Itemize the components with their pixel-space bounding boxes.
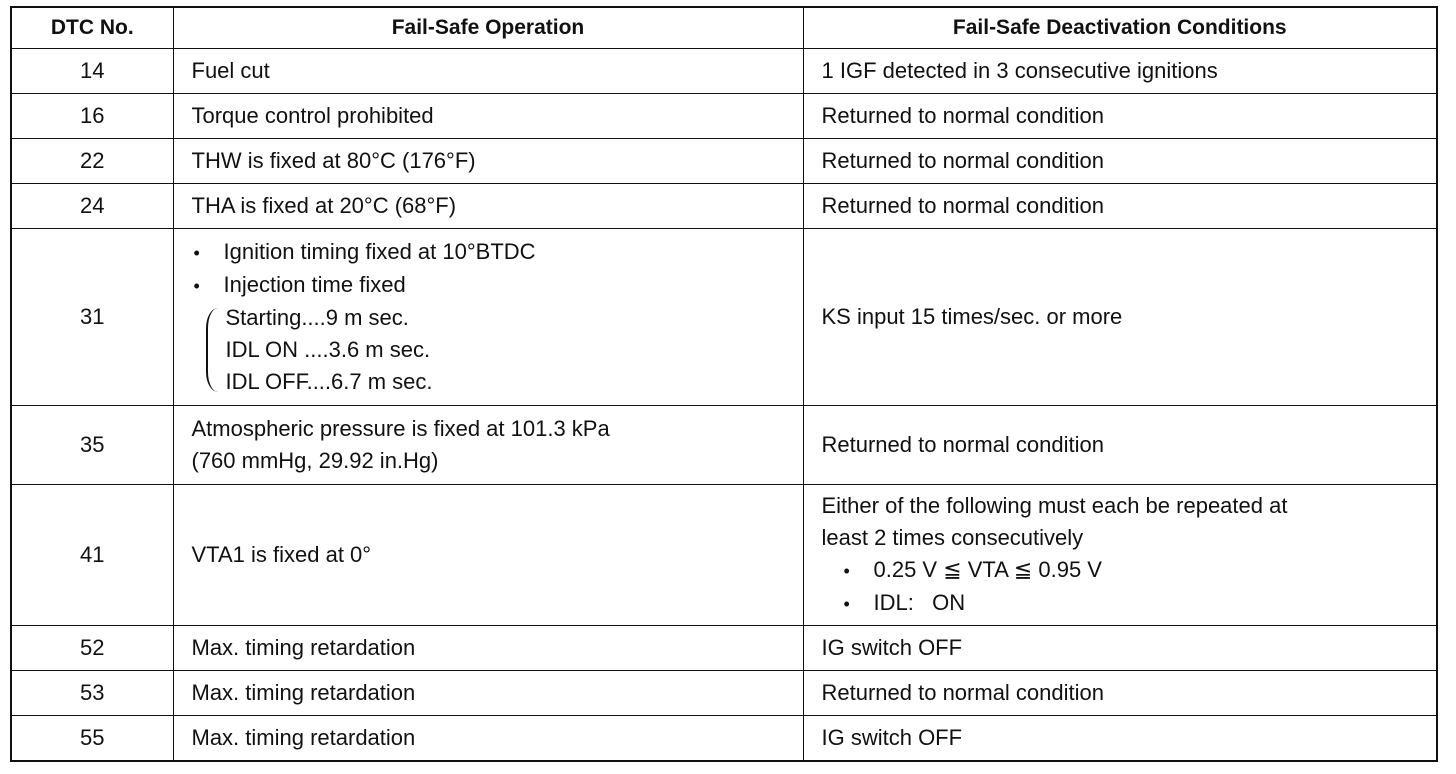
bracket-icon (206, 308, 218, 392)
dtc-cell: 24 (11, 184, 173, 229)
operation-cell: Torque control prohibited (173, 94, 803, 139)
operation-cell: VTA1 is fixed at 0° (173, 485, 803, 626)
operation-bullet-text: Ignition timing fixed at 10°BTDC (223, 239, 536, 264)
operation-line: (760 mmHg, 29.92 in.Hg) (191, 448, 439, 473)
dtc-cell: 35 (11, 406, 173, 485)
operation-cell: Fuel cut (173, 49, 803, 94)
table-row (11, 94, 1437, 139)
injection-time-item: IDL OFF....6.7 m sec. (225, 369, 433, 394)
bullet-icon: • (193, 276, 200, 296)
deactivation-cell: Returned to normal condition (803, 184, 1437, 229)
deactivation-cell: IG switch OFF (803, 626, 1437, 671)
injection-time-bracket-group (206, 302, 785, 398)
deactivation-bullet-text: 0.25 V ≦ VTA ≦ 0.95 V (873, 557, 1102, 582)
deactivation-cell: 1 IGF detected in 3 consecutive ignitions (803, 49, 1437, 94)
operation-cell: THW is fixed at 80°C (176°F) (173, 139, 803, 184)
header-fail-safe-operation: Fail-Safe Operation (173, 7, 803, 49)
deactivation-bullet-item (842, 554, 1419, 587)
deactivation-cell: IG switch OFF (803, 716, 1437, 762)
table-row (11, 49, 1437, 94)
dtc-cell: 55 (11, 716, 173, 762)
fail-safe-table (10, 6, 1438, 762)
dtc-cell: 31 (11, 229, 173, 406)
dtc-cell: 14 (11, 49, 173, 94)
table-row (11, 139, 1437, 184)
operation-cell: THA is fixed at 20°C (68°F) (173, 184, 803, 229)
operation-cell: Max. timing retardation (173, 716, 803, 762)
dtc-cell: 53 (11, 671, 173, 716)
operation-cell (173, 406, 803, 485)
header-dtc-no: DTC No. (11, 7, 173, 49)
operation-cell (173, 229, 803, 406)
operation-cell: Max. timing retardation (173, 671, 803, 716)
deactivation-cell: Returned to normal condition (803, 94, 1437, 139)
fail-safe-table-container (10, 6, 1436, 762)
table-header-row (11, 7, 1437, 49)
deactivation-bullet-item (842, 587, 1419, 620)
deactivation-cell: Returned to normal condition (803, 139, 1437, 184)
header-deactivation-conditions: Fail-Safe Deactivation Conditions (803, 7, 1437, 49)
deactivation-cell: Returned to normal condition (803, 406, 1437, 485)
table-row (11, 229, 1437, 406)
table-row (11, 184, 1437, 229)
deactivation-cell: Returned to normal condition (803, 671, 1437, 716)
operation-cell: Max. timing retardation (173, 626, 803, 671)
deactivation-cell (803, 485, 1437, 626)
table-row (11, 671, 1437, 716)
dtc-cell: 22 (11, 139, 173, 184)
table-row (11, 406, 1437, 485)
deactivation-bullet-list (822, 554, 1419, 620)
deactivation-line: Either of the following must each be repeated at (821, 493, 1288, 518)
operation-bullet-item (192, 269, 785, 302)
injection-time-item: IDL ON ....3.6 m sec. (225, 337, 431, 362)
dtc-cell: 16 (11, 94, 173, 139)
deactivation-bullet-text: IDL: ON (873, 590, 966, 615)
bullet-icon: • (193, 243, 200, 263)
deactivation-line: least 2 times consecutively (821, 525, 1084, 550)
operation-line: Atmospheric pressure is fixed at 101.3 kPa (191, 416, 610, 441)
operation-bullet-item (192, 236, 785, 269)
operation-bullet-text: Injection time fixed (223, 272, 406, 297)
injection-time-item: Starting....9 m sec. (225, 305, 409, 330)
bullet-icon: • (843, 594, 850, 614)
table-row (11, 626, 1437, 671)
dtc-cell: 52 (11, 626, 173, 671)
table-row (11, 716, 1437, 762)
table-row (11, 485, 1437, 626)
bullet-icon: • (843, 561, 850, 581)
dtc-cell: 41 (11, 485, 173, 626)
deactivation-cell: KS input 15 times/sec. or more (803, 229, 1437, 406)
